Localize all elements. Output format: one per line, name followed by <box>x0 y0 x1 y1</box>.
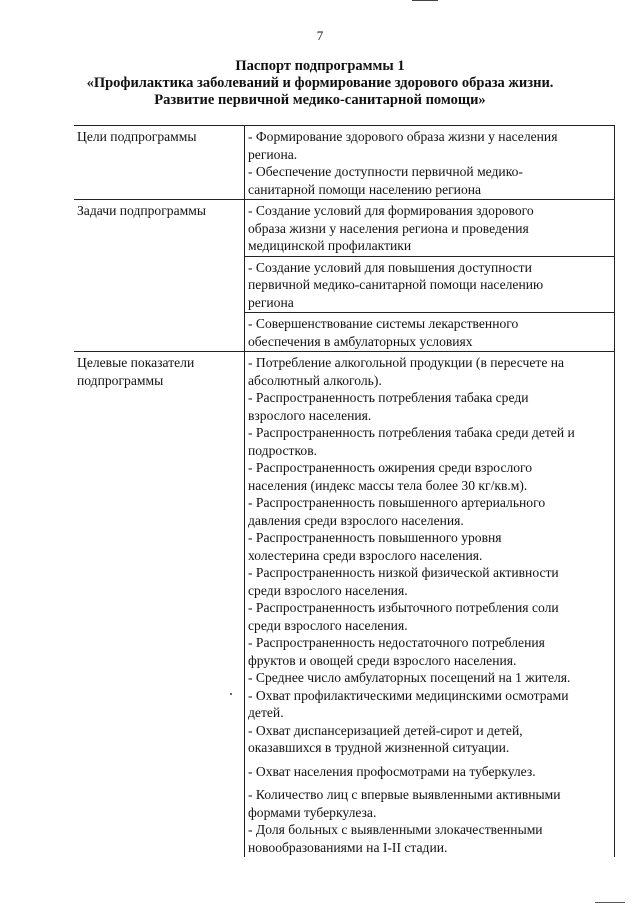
indicator-line: - Распространенность потребления табака среди <box>248 390 529 405</box>
table-row-indicators <box>74 352 615 858</box>
row-content-indicators <box>245 352 615 858</box>
indicator-line: - Распространенность ожирения среди взрослого <box>248 460 533 475</box>
indicator-line: - Количество лиц с впервые выявленными активными <box>248 787 561 802</box>
indicator-line: - Распространенность избыточного потребления соли <box>248 600 559 615</box>
title-line-3: Развитие первичной медико-санитарной помощи» <box>154 92 486 108</box>
content-line: обеспечения в амбулаторных условиях <box>248 333 473 349</box>
row-label-indicators <box>74 352 245 858</box>
indicator-line: среди взрослого населения. <box>248 582 408 598</box>
title-line-1: Паспорт подпрограммы 1 <box>235 58 405 74</box>
document-title <box>40 58 600 109</box>
indicator-line: абсолютный алкоголь). <box>248 372 382 388</box>
content-line: - Совершенствование системы лекарственного <box>248 316 519 331</box>
label-text: Целевые показатели <box>77 355 195 370</box>
page-number: 7 <box>316 28 324 43</box>
indicator-line: - Охват населения профосмотрами на туберкулез. <box>248 763 536 779</box>
row-label-tasks <box>74 200 245 352</box>
scan-mark <box>595 902 625 903</box>
task-item <box>245 256 615 313</box>
indicator-line: - Среднее число амбулаторных посещений на 1 жителя. <box>248 670 571 685</box>
label-text: Цели подпрограммы <box>77 129 197 144</box>
content-line: региона <box>248 294 294 310</box>
indicator-line: - Распространенность низкой физической активности <box>248 565 559 580</box>
indicator-line: детей. <box>248 705 284 720</box>
content-line: первичной медико-санитарной помощи населению <box>248 277 544 292</box>
indicator-line: населения (индекс массы тела более 30 кг/кв.м). <box>248 477 528 493</box>
indicator-line: - Доля больных с выявленными злокачественными <box>248 822 543 837</box>
indicator-line: новообразованиями на I-II стадии. <box>248 839 448 855</box>
content-line: санитарной помощи населению региона <box>248 181 482 197</box>
label-text: Задачи подпрограммы <box>77 203 206 218</box>
content-line: - Обеспечение доступности первичной медико- <box>248 164 523 179</box>
indicator-line: - Потребление алкогольной продукции (в пересчете на <box>248 355 565 370</box>
content-line: региона. <box>248 146 298 162</box>
scan-mark <box>412 0 438 1</box>
task-item <box>245 200 615 257</box>
indicator-line: холестерина среди взрослого населения. <box>248 547 483 563</box>
content-line: медицинской профилактики <box>248 238 412 253</box>
indicator-line: фруктов и овощей среди взрослого населения. <box>248 652 517 668</box>
content-line: - Создание условий для формирования здорового <box>248 203 534 218</box>
scan-speck <box>230 693 232 695</box>
label-text: подпрограммы <box>77 372 164 388</box>
indicator-line: - Распространенность повышенного артериального <box>248 495 546 510</box>
task-item <box>245 313 615 352</box>
passport-table <box>74 125 615 857</box>
indicator-line: подростков. <box>248 442 318 458</box>
indicator-line: - Распространенность повышенного уровня <box>248 530 502 545</box>
row-content-goals <box>245 126 615 200</box>
indicator-line: - Распространенность потребления табака среди детей и <box>248 425 575 440</box>
indicator-line: - Охват профилактическими медицинскими осмотрами <box>248 687 569 703</box>
content-line: - Создание условий для повышения доступности <box>248 259 532 275</box>
content-line: - Формирование здорового образа жизни у населения <box>248 129 558 144</box>
indicator-line: давления среди взрослого населения. <box>248 512 464 528</box>
indicator-line: среди взрослого населения. <box>248 617 408 633</box>
title-line-2: «Профилактика заболеваний и формирование здорового образа жизни. <box>86 75 554 91</box>
content-line: образа жизни у населения региона и проведения <box>248 220 529 236</box>
row-label-goals <box>74 126 245 200</box>
indicator-line: оказавшихся в трудной жизненной ситуации. <box>248 740 510 755</box>
table-row-goals <box>74 126 615 200</box>
indicator-line: - Охват диспансеризацией детей-сирот и детей, <box>248 722 523 738</box>
indicator-line: - Распространенность недостаточного потребления <box>248 635 545 650</box>
indicator-line: формами туберкулеза. <box>248 804 377 820</box>
indicator-line: взрослого населения. <box>248 407 372 423</box>
table-row-tasks <box>74 200 615 257</box>
